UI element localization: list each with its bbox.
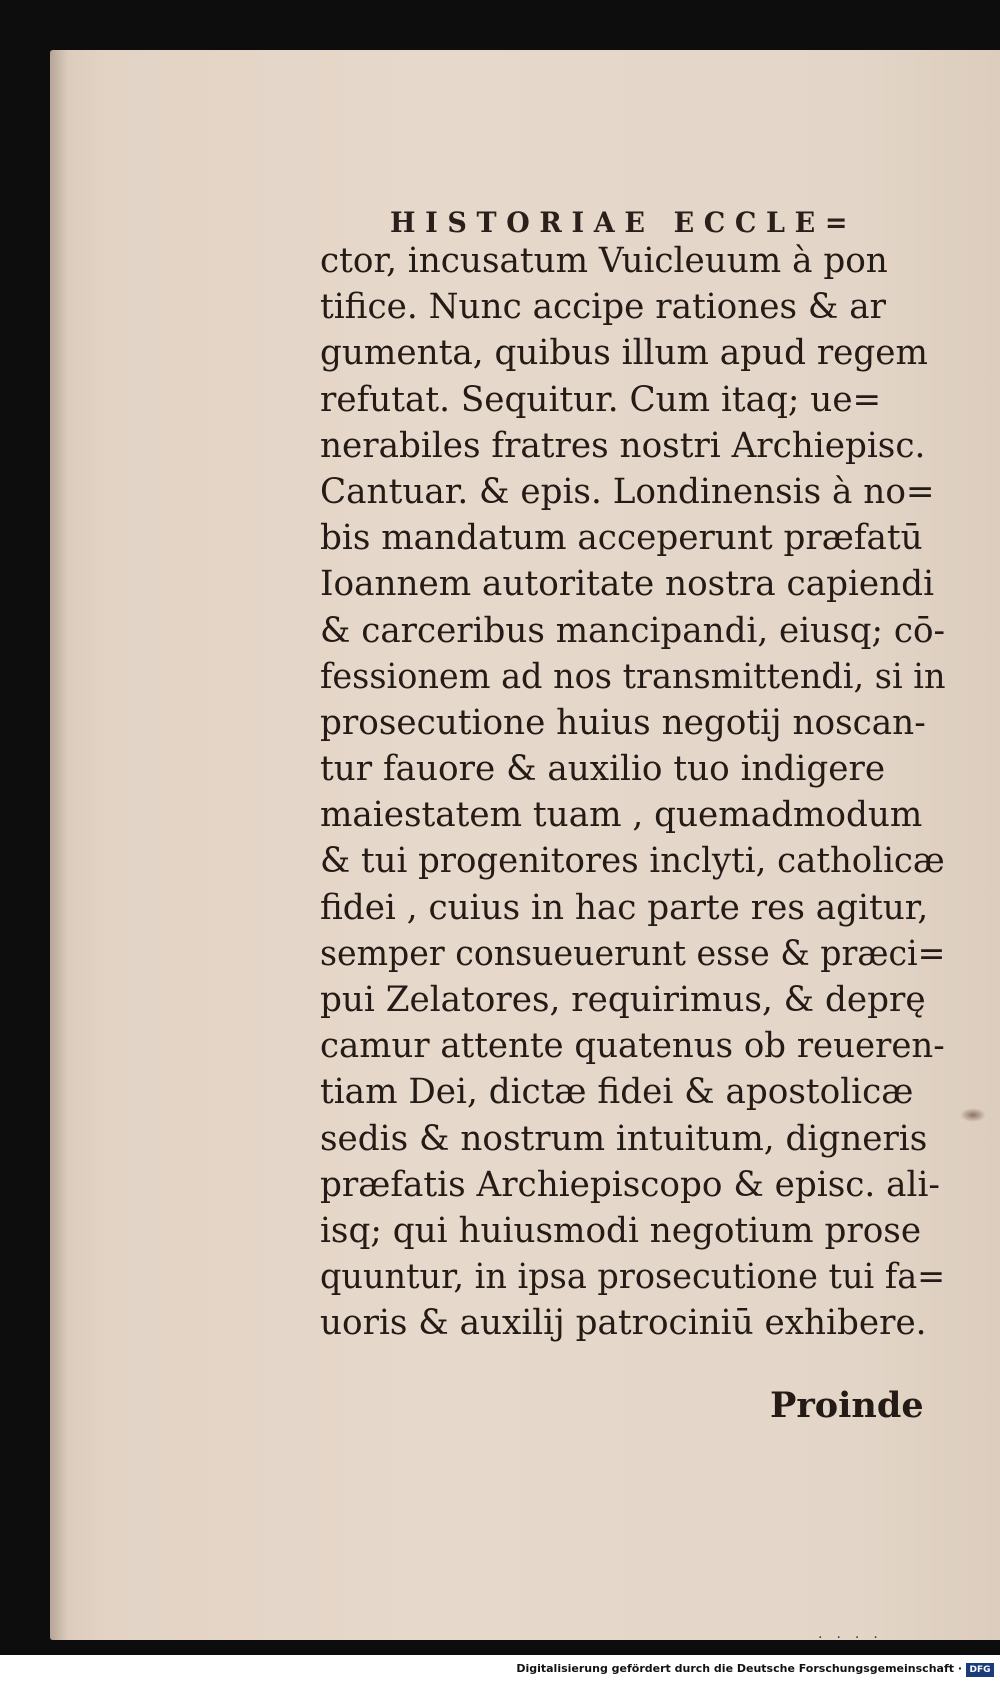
text-line: bis mandatum acceperunt præfatū xyxy=(320,518,923,559)
text-line: fidei , cuius in hac parte res agitur, xyxy=(320,887,929,928)
text-line: nerabiles fratres nostri Archiepisc. xyxy=(320,425,926,466)
text-line: pui Zelatores, requirimus, & deprę xyxy=(320,980,926,1020)
text-line: prosecutione huius negotij noscan- xyxy=(320,702,926,743)
text-line: semper consueuerunt esse & præci= xyxy=(320,933,946,974)
text-line: uoris & auxilij patrociniū exhibere. xyxy=(320,1303,927,1344)
text-line: isq; qui huiusmodi negotium prose xyxy=(320,1210,922,1251)
text-line: tifice. Nunc accipe rationes & ar xyxy=(320,287,886,328)
text-line: tur fauore & auxilio tuo indigere xyxy=(320,749,886,790)
page-edge-shadow xyxy=(50,50,68,1640)
text-line: quuntur, in ipsa prosecutione tui fa= xyxy=(320,1257,946,1298)
digitization-credit: Digitalisierung gefördert durch die Deutsche Forschungsgemeinschaft · xyxy=(516,1662,962,1675)
text-line: fessionem ad nos transmittendi, si in xyxy=(320,656,946,697)
catchword: Proinde xyxy=(770,1385,924,1426)
dfg-logo-icon: DFG xyxy=(966,1663,994,1677)
text-line: sedis & nostrum intuitum, digneris xyxy=(320,1118,928,1159)
page-bottom-marks: ···· xyxy=(818,1630,892,1646)
text-line: maiestatem tuam , quemadmodum xyxy=(320,795,923,836)
text-line: & tui progenitores inclyti, catholicæ xyxy=(320,841,945,882)
ink-blot-mark xyxy=(960,1108,986,1122)
text-line: præfatis Archiepiscopo & episc. ali- xyxy=(320,1164,940,1205)
text-line: Cantuar. & epis. Londinensis à no= xyxy=(320,471,935,512)
text-line: gumenta, quibus illum apud regem xyxy=(320,333,928,374)
text-line: refutat. Sequitur. Cum itaq; ue= xyxy=(320,379,882,420)
running-head: HISTORIAE ECCLE= xyxy=(390,206,858,239)
text-line: tiam Dei, dictæ fidei & apostolicæ xyxy=(320,1072,914,1113)
body-text xyxy=(320,238,960,1347)
text-line: Ioannem autoritate nostra capiendi xyxy=(320,564,935,605)
text-line: ctor, incusatum Vuicleuum à pon xyxy=(320,241,888,281)
text-line: camur attente quatenus ob reueren- xyxy=(320,1026,945,1067)
text-line: & carceribus mancipandi, eiusq; cō- xyxy=(320,610,946,651)
